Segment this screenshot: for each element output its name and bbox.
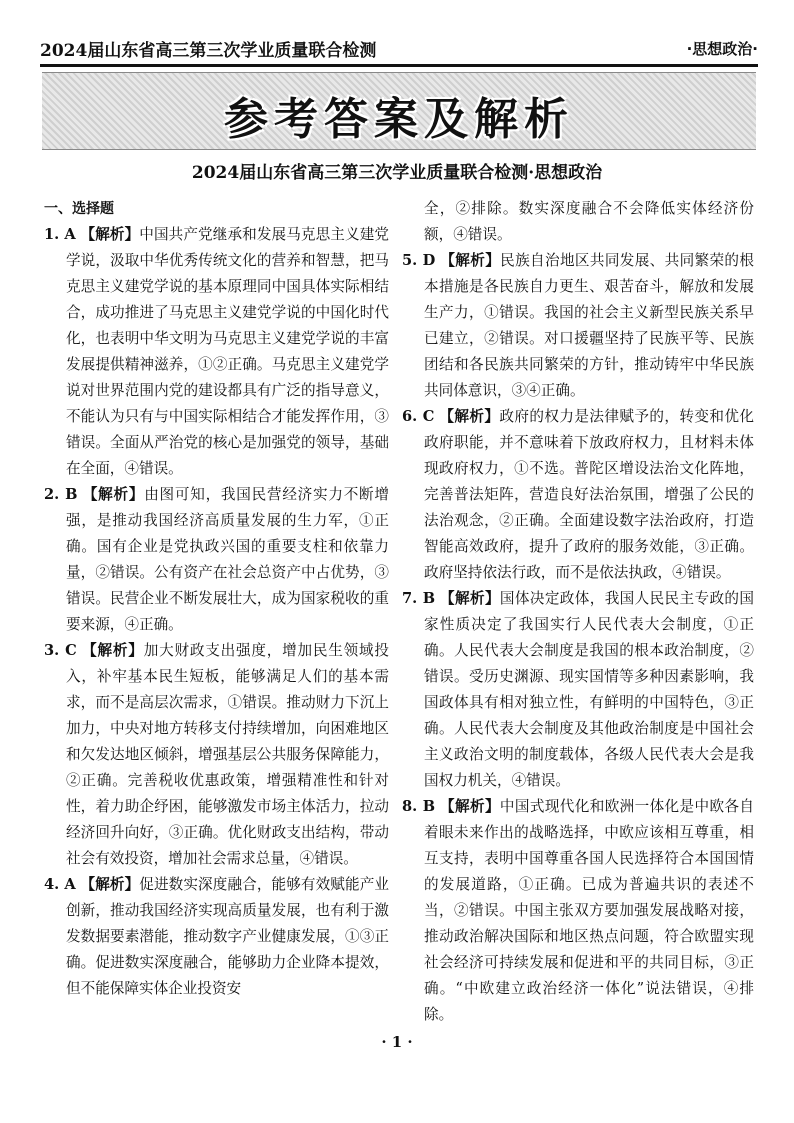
analysis-tag: 【解析】 xyxy=(440,798,500,815)
analysis-tag: 【解析】 xyxy=(439,408,500,425)
analysis-text: 中国共产党继承和发展马克思主义建党学说，汲取中华优秀传统文化的营养和智慧，把马克思主义建党学说的基本原理同中国具体实际相结合，成功推进了马克思主义建党学说的中国化时代化，也表明中华文明为马克思主义建党学说的丰富发展提供精神滋养，①②正确。马克思主义建党学说对世界范围内党的建设都具有广泛的指导意义，不能认为只有与中国实际相结合才能发挥作用，③错误。全面从严治党的核心是加强党的领导，基础在全面，④错误。 xyxy=(66,226,389,477)
header-rule xyxy=(40,64,758,67)
analysis-tag: 【解析】 xyxy=(82,642,144,659)
analysis-tag: 【解析】 xyxy=(80,876,140,893)
analysis-text: 政府的权力是法律赋予的，转变和优化政府职能，并不意味着下放政府权力，且材料未体现政府权力，①不选。普陀区增设法治文化阵地，完善普法矩阵，营造良好法治氛围，增强了公民的法治观念，②正确。全面建设数字法治政府，打造智能高效政府，提升了政府的服务效能，③正确。政府坚持依法行政，而不是依法执政，④错误。 xyxy=(424,408,754,581)
answer-number: 3. C xyxy=(44,642,77,659)
analysis-text: 民族自治地区共同发展、共同繁荣的根本措施是各民族自力更生、艰苦奋斗，解放和发展生产力，①错误。我国的社会主义新型民族关系早已建立，②错误。对口援疆坚持了民族平等、民族团结和各民族共同繁荣的方针，推动铸牢中华民族共同体意识，③④正确。 xyxy=(424,252,754,399)
continuation-text: 全，②排除。数实深度融合不会降低实体经济份额，④错误。 xyxy=(424,200,754,243)
answer-number: 1. A xyxy=(44,226,76,243)
right-column xyxy=(402,196,754,1028)
answer-item xyxy=(44,482,389,638)
banner-title: 参考答案及解析 xyxy=(224,94,574,145)
answer-item xyxy=(44,872,389,1002)
answer-number: 2. B xyxy=(44,486,78,503)
answer-number: 5. D xyxy=(402,252,436,269)
answer-item xyxy=(44,222,389,482)
analysis-tag: 【解析】 xyxy=(440,252,501,269)
analysis-text: 促进数实深度融合，能够有效赋能产业创新，推动我国经济实现高质量发展，也有利于激发数据要素潜能，推动数字产业健康发展，①③正确。促进数实深度融合，能够助力企业降本提效，但不能保障实体企业投资安 xyxy=(66,876,389,997)
answer-banner xyxy=(42,72,756,150)
section-heading: 一、选择题 xyxy=(44,201,114,217)
page-header xyxy=(40,30,758,64)
analysis-text: 中国式现代化和欧洲一体化是中欧各自着眼未来作出的战略选择，中欧应该相互尊重，相互支持，表明中国尊重各国人民选择符合本国国情的发展道路，①正确。已成为普遍共识的表述不当，②错误。中国主张双方要加强发展战略对接，推动政治解决国际和地区热点问题，符合欧盟实现社会经济可持续发展和促进和平的共同目标，③正确。“中欧建立政治经济一体化”说法错误，④排除。 xyxy=(424,798,754,1023)
answer-number: 8. B xyxy=(402,798,436,815)
answer-item xyxy=(402,248,754,404)
exam-title-header: 2024届山东省高三第三次学业质量联合检测 xyxy=(40,41,377,61)
analysis-text: 由图可知，我国民营经济实力不断增强，是推动我国经济高质量发展的生力军，①正确。国有企业是党执政兴国的重要支柱和依靠力量，②错误。公有资产在社会总资产中占优势，③错误。民营企业不断发展壮大，成为国家税收的重要来源，④正确。 xyxy=(66,486,389,633)
analysis-tag: 【解析】 xyxy=(82,486,145,503)
answer-number: 6. C xyxy=(402,408,435,425)
left-column xyxy=(44,196,389,1002)
answer-number: 4. A xyxy=(44,876,76,893)
answer-item xyxy=(44,638,389,872)
subject-header: ·思想政治· xyxy=(686,40,758,58)
answer-item xyxy=(402,404,754,586)
analysis-tag: 【解析】 xyxy=(440,590,500,607)
answer-item xyxy=(402,794,754,1028)
page-number: · 1 · xyxy=(381,1033,413,1051)
answer-number: 7. B xyxy=(402,590,436,607)
analysis-tag: 【解析】 xyxy=(80,226,140,243)
analysis-text: 国体决定政体，我国人民民主专政的国家性质决定了我国实行人民代表大会制度，①正确。人民代表大会制度是我国的根本政治制度，②错误。受历史渊源、现实国情等多种因素影响，我国政体具有相对独立性，有鲜明的中国特色，③正确。人民代表大会制度及其他政治制度是中国社会主义政治文明的制度载体，各级人民代表大会是我国权力机关，④错误。 xyxy=(424,590,754,789)
analysis-text: 加大财政支出强度，增加民生领域投入，补牢基本民生短板，能够满足人们的基本需求，而不是高层次需求，①错误。推动财力下沉上加力，中央对地方转移支付持续增加，向困难地区和欠发达地区倾斜，增强基层公共服务保障能力，②正确。完善税收优惠政策，增强精准性和针对性，着力助企纾困，能够激发市场主体活力，拉动经济回升向好，③正确。优化财政支出结构，带动社会有效投资，增加社会需求总量，④错误。 xyxy=(66,642,389,867)
document-subtitle: 2024届山东省高三第三次学业质量联合检测·思想政治 xyxy=(191,163,603,183)
answer-item xyxy=(402,586,754,794)
